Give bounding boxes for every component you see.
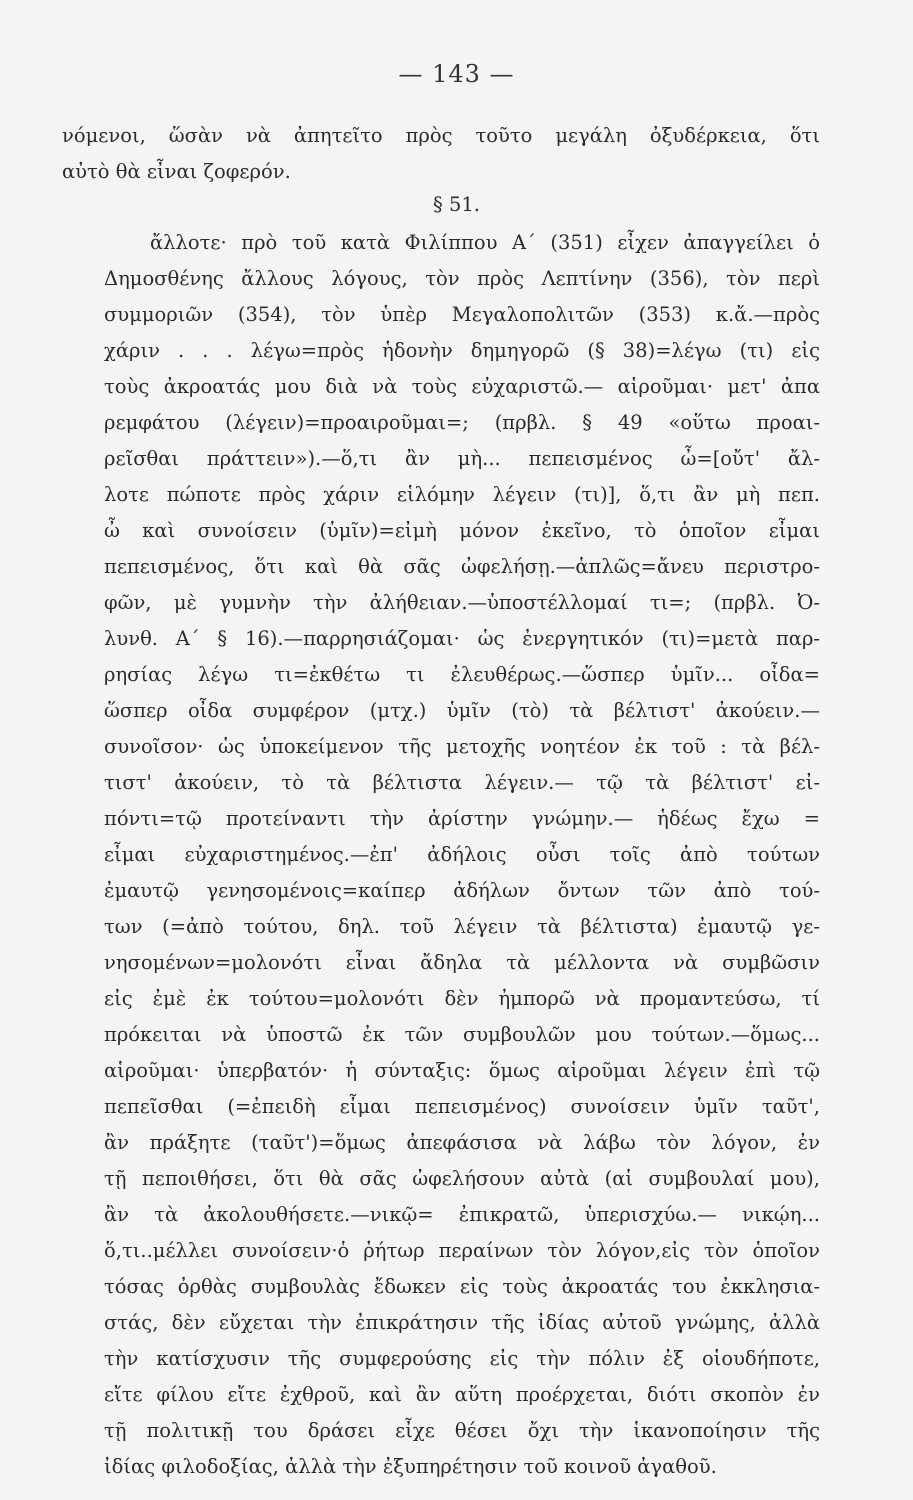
text-line: τῇ πολιτικῇ του δράσει εἶχε θέσει ὄχι τὴν ἱκανοποίησιν τῆς [104, 1419, 820, 1442]
text-line: τῇ πεποιθήσει, ὅτι θὰ σᾶς ὠφελήσουν αὐτὰ (αἱ συμβουλαί μου), [104, 1167, 820, 1190]
page-number: — 143 — [398, 60, 515, 88]
text-line: λοτε πώποτε πρὸς χάριν εἱλόμην λέγειν (τι)], ὅ,τι ἂν μὴ πεπ. [104, 483, 820, 506]
text-line: Δημοσθένης ἄλλους λόγους, τὸν πρὸς Λεπτίνην (356), τὸν περὶ [104, 267, 820, 290]
section-heading: § 51. [433, 193, 480, 216]
text-line: τοὺς ἀκροατάς μου διὰ νὰ τοὺς εὐχαριστῶ.— αἱροῦμαι· μετ' ἀπα [104, 375, 820, 398]
text-line: ἄλλοτε· πρὸ τοῦ κατὰ Φιλίππου Α΄ (351) εἶχεν ἀπαγγείλει ὁ [150, 231, 820, 254]
text-line: αἱροῦμαι· ὑπερβατόν· ἡ σύνταξις: ὅμως αἱροῦμαι λέγειν ἐπὶ τῷ [104, 1059, 820, 1082]
text-line: τιστ' ἀκούειν, τὸ τὰ βέλτιστα λέγειν.— τῷ τὰ βέλτιστ' εἰ- [104, 771, 820, 794]
text-line: ρεῖσθαι πράττειν»).—ὅ,τι ἂν μὴ... πεπεισμένος ὦ=[οὔτ' ἄλ- [104, 447, 820, 470]
text-line: ἂν τὰ ἀκολουθήσετε.—νικῷ= ἐπικρατῶ, ὑπερισχύω.— νικῴη... [104, 1203, 820, 1226]
text-line: πεπεῖσθαι (=ἐπειδὴ εἶμαι πεπεισμένος) συνοίσειν ὑμῖν ταῦτ', [104, 1095, 820, 1118]
text-line: εἶμαι εὐχαριστημένος.—ἐπ' ἀδήλοις οὖσι τοῖς ἀπὸ τούτων [104, 843, 820, 866]
text-line: εἰς ἐμὲ ἐκ τούτου=μολονότι δὲν ἠμπορῶ νὰ προμαντεύσω, τί [104, 987, 820, 1010]
text-line: των (=ἀπὸ τούτου, δηλ. τοῦ λέγειν τὰ βέλτιστα) ἐμαυτῷ γε- [104, 915, 820, 938]
text-line: ἐμαυτῷ γενησομένοις=καίπερ ἀδήλων ὄντων τῶν ἀπὸ τού- [104, 879, 820, 902]
text-line: πεπεισμένος, ὅτι καὶ θὰ σᾶς ὠφελήσῃ.—ἁπλῶς=ἄνευ περιστρο- [104, 555, 820, 578]
text-line: ρεμφάτου (λέγειν)=προαιροῦμαι=; (πρβλ. § 49 «οὕτω προαι- [104, 411, 820, 434]
text-line: νόμενοι, ὥσὰν νὰ ἀπητεῖτο πρὸς τοῦτο μεγάλη ὀξυδέρκεια, ὅτι [62, 124, 820, 147]
text-line: ὥσπερ οἶδα συμφέρον (μτχ.) ὑμῖν (τὸ) τὰ βέλτιστ' ἀκούειν.— [104, 699, 820, 722]
text-line: ρησίας λέγω τι=ἐκθέτω τι ἐλευθέρως.—ὥσπερ ὑμῖν... οἶδα= [104, 663, 820, 686]
text-line: τόσας ὀρθὰς συμβουλὰς ἔδωκεν εἰς τοὺς ἀκροατάς του ἐκκλησια- [104, 1275, 820, 1298]
text-line: πρόκειται νὰ ὑποστῶ ἐκ τῶν συμβουλῶν μου τούτων.—ὅμως... [104, 1023, 820, 1046]
text-line: ὅ,τι..μέλλει συνοίσειν·ὁ ῥήτωρ περαίνων τὸν λόγον,εἰς τὸν ὁποῖον [104, 1239, 820, 1262]
text-line: χάριν . . . λέγω=πρὸς ἡδονὴν δημηγορῶ (§ 38)=λέγω (τι) εἰς [104, 339, 820, 362]
text-line: στάς, δὲν εὔχεται τὴν ἐπικράτησιν τῆς ἰδίας αὐτοῦ γνώμης, ἀλλὰ [104, 1311, 820, 1334]
text-line: εἴτε φίλου εἴτε ἐχθροῦ, καὶ ἂν αὕτη προέρχεται, διότι σκοπὸν ἐν [104, 1383, 820, 1406]
text-line: νησομένων=μολονότι εἶναι ἄδηλα τὰ μέλλοντα νὰ συμβῶσιν [104, 951, 820, 974]
text-line: αὐτὸ θὰ εἶναι ζοφερόν. [62, 160, 291, 183]
text-line: λυνθ. Α΄ § 16).—παρρησιάζομαι· ὡς ἐνεργητικόν (τι)=μετὰ παρ- [104, 627, 820, 650]
text-line: τὴν κατίσχυσιν τῆς συμφερούσης εἰς τὴν πόλιν ἐξ οἱουδήποτε, [104, 1347, 820, 1370]
text-line: ὦ καὶ συνοίσειν (ὑμῖν)=εἰμὴ μόνον ἐκεῖνο, τὸ ὁποῖον εἶμαι [104, 519, 820, 542]
text-line: ἰδίας φιλοδοξίας, ἀλλὰ τὴν ἐξυπηρέτησιν τοῦ κοινοῦ ἀγαθοῦ. [104, 1455, 717, 1478]
text-line: συνοῖσον· ὡς ὑποκείμενον τῆς μετοχῆς νοητέον ἐκ τοῦ : τὰ βέλ- [104, 735, 820, 758]
text-line: φῶν, μὲ γυμνὴν τὴν ἀλήθειαν.—ὑποστέλλομαί τι=; (πρβλ. Ὀ- [104, 591, 820, 614]
text-line: ἂν πράξητε (ταῦτ')=ὅμως ἀπεφάσισα νὰ λάβω τὸν λόγον, ἐν [104, 1131, 820, 1154]
text-line: πόντι=τῷ προτείναντι τὴν ἀρίστην γνώμην.— ἡδέως ἔχω = [104, 807, 820, 830]
text-line: συμμοριῶν (354), τὸν ὑπὲρ Μεγαλοπολιτῶν (353) κ.ἄ.—πρὸς [104, 303, 820, 326]
